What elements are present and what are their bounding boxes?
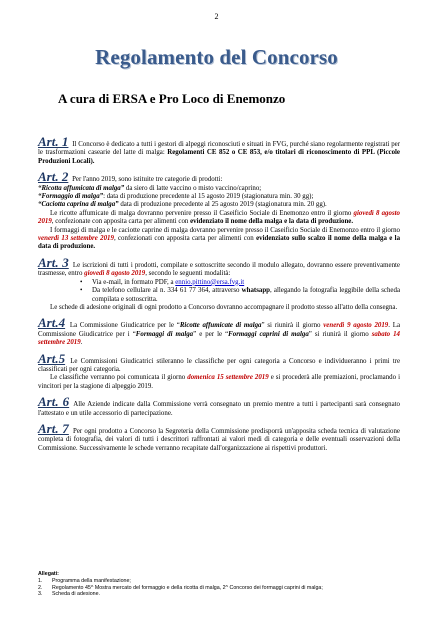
- attachment-item: 3. Scheda di adesione.: [38, 591, 101, 598]
- list-item: • Via e-mail, in formato PDF, a ennio.pittino@ersa.fvg.it: [92, 279, 400, 287]
- attachments-section: [38, 571, 418, 598]
- article-1: [38, 134, 400, 166]
- article-2: [38, 169, 401, 252]
- article-text: Per ogni prodotto a Concorso la Segreteria della Commissione predisporrà un'apposita scheda tecnica di valutazione completa di fotografia, dei valori di tutti i descrittori raffrontati ai valori medi di categoria e delle eventuali osservazioni della Commissione. Successivamente le schede verranno recapitate dall'organizzazione ai rispettivi produttori.: [38, 427, 400, 452]
- article-text: Il Concorso è dedicato a tutti i gestori di alpeggi riconosciuti e situati in FVG, purché siano regolarmente registrati per le trasformazioni casearie del latte di malga:: [38, 141, 400, 157]
- category-formaggio: “Formaggio di malga”: data di produzione precedente al 15 agosto 2019 (stagionatura min. 30 gg);: [38, 193, 314, 201]
- document-title: Regolamento del Concorso: [95, 45, 338, 69]
- article-label: Art. 2: [38, 169, 69, 185]
- attachments-heading: Allegati:: [38, 571, 59, 577]
- article-label: Art. 1: [38, 134, 69, 149]
- attachment-item: 2. Regolamento 45^ Mostra mercato del formaggio e della ricotta di malga, 2^ Concorso dei formaggi caprini di malga;: [38, 584, 323, 591]
- attachment-item: 1. Programma della manifestazione;: [38, 577, 131, 584]
- article-3: Art. 3 Le iscrizioni di tutti i prodotti, compilate e sottoscritte secondo il modulo allegato, dovranno essere preventivamente trasmesse, entro giovedì 8 agosto 2019, secondo le seguenti modalità: • Via e-mail, in formato PDF, a ennio.pittino@ersa.fvg.it • Da telefono cellulare al n. 334 61 77 364, attraverso whatsapp, allegando la fotografia leggibile della scheda compilata e sottoscritta. Le schede di adesione originali di ogni prodotto a Concorso dovranno accompagnare il prodotto stesso all'atto della consegna.: [38, 258, 400, 312]
- regulation-body: [38, 134, 401, 459]
- article-bold-text: Regolamenti CE 852 o CE 853, e/o titolari di riconoscimento di PPL (Piccole Produzioni Locali).: [38, 149, 400, 165]
- page-number: 2: [214, 12, 219, 21]
- article-paragraph: I formaggi di malga e le caciotte caprine di malga dovranno pervenire presso il Caseificio Sociale di Enemonzo entro il giorno venerdì 13 settembre 2019, confezionati con apposita carta per alimenti con evidenziato sullo scalzo il nome della malga e la data di produzione.: [38, 226, 401, 251]
- article-4: Art.4 La Commissione Giudicatrice per le “Ricotte affumicate di malga” si riunirà il giorno venerdì 9 agosto 2019. La Commissione Giudicatrice per i “Formaggi di malga” e per le “Formaggi caprini di malga” si riunirà il giorno sabato 14 settembre 2019.: [38, 315, 401, 347]
- date-highlight: domenica 15 settembre 2019: [187, 374, 269, 382]
- article-paragraph: Le schede di adesione originali di ogni prodotto a Concorso dovranno accompagnare il prodotto stesso all'atto della consegna.: [50, 303, 398, 311]
- article-label: Art. 6: [38, 394, 70, 410]
- category-ricotta: “Ricotta affumicata di malga” da siero di latte vaccino o misto vaccino/caprino;: [38, 184, 262, 192]
- email-link[interactable]: ennio.pittino@ersa.fvg.it: [175, 278, 245, 286]
- document-subtitle: A cura di ERSA e Pro Loco di Enemonzo: [58, 91, 286, 106]
- article-text: Alle Aziende indicate dalla Commissione verrà consegnato un premio mentre a tutti i partecipanti sarà consegnato l'attestato e un utile accessorio di partecipazione.: [38, 401, 400, 417]
- list-item: • Da telefono cellulare al n. 334 61 77 364, attraverso whatsapp, allegando la fotografia leggibile della scheda compilata e sottoscritta.: [92, 287, 400, 304]
- article-text: Le Commissioni Giudicatrici stileranno le classifiche per ogni categoria a Concorso e individueranno i primi tre classificati per ogni categoria.: [38, 357, 400, 373]
- date-highlight: giovedì 8 agosto 2019: [84, 270, 146, 278]
- article-text: Per l'anno 2019, sono istituite tre categorie di prodotti:: [70, 176, 223, 184]
- submission-methods-list: [38, 279, 400, 304]
- article-label: Art.5: [38, 350, 66, 366]
- category-caciotta: “Caciotta caprina di malga” data di produzione precedente al 25 agosto 2019 (stagionatura min. 20 gg).: [38, 201, 327, 209]
- article-label: Art.4: [38, 315, 66, 331]
- article-7: [38, 420, 400, 453]
- date-highlight: venerdì 9 agosto 2019: [323, 322, 389, 330]
- article-label: Art. 3: [38, 254, 69, 270]
- article-paragraph: Le ricotte affumicate di malga dovranno pervenire presso il Caseificio Sociale di Enemonzo entro il giorno giovedì 8 agosto 2019, confezionate con apposita carta per alimenti con evidenziato il nome della malga e la data di produzione.: [38, 209, 400, 226]
- article-5: [38, 350, 400, 392]
- article-paragraph: Le classifiche verranno poi comunicata il giorno domenica 15 settembre 2019 e si procederà alle premiazioni, proclamando i vincitori per la stagione di alpeggio 2019.: [38, 374, 400, 390]
- date-highlight: giovedì 8 agosto 2019: [38, 209, 400, 226]
- date-highlight: venerdì 13 settembre 2019: [38, 235, 114, 243]
- article-6: [38, 394, 400, 418]
- article-label: Art. 7: [38, 420, 69, 436]
- article-text: Le iscrizioni di tutti i prodotti, compilate e sottoscritte secondo il modulo allegato, dovranno essere preventivamente trasmesse, entro: [38, 261, 400, 278]
- date-highlight: sabato 14 settembre 2019: [38, 330, 401, 347]
